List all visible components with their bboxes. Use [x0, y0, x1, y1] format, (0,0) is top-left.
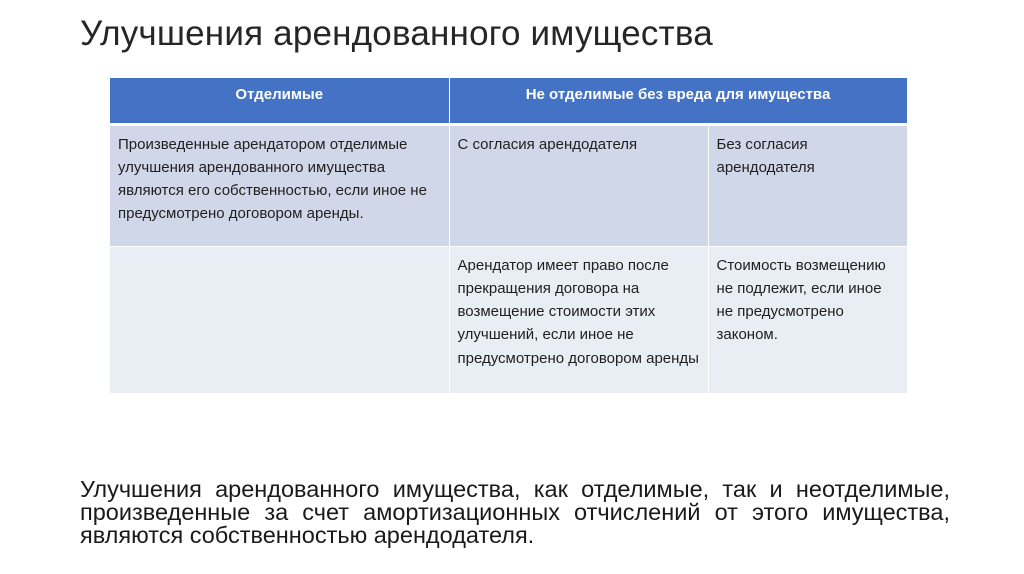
header-separable: Отделимые: [110, 78, 449, 124]
header-inseparable: Не отделимые без вреда для имущества: [449, 78, 907, 124]
slide-title: Улучшения арендованного имущества: [80, 14, 713, 53]
cell-separable: Произведенные арендатором отделимые улучшения арендованного имущества являются его собственностью, если иное не предусмотрено договором аренды.: [110, 124, 449, 246]
summary-paragraph: Улучшения арендованного имущества, как отделимые, так и неотделимые, произведенные за счет амортизационных отчислений от этого имущества, являются собственностью арендодателя.: [80, 476, 950, 548]
table-row: [110, 124, 907, 246]
cell-separable: [110, 246, 449, 393]
table-row: [110, 246, 907, 393]
table-header-row: [110, 78, 907, 124]
cell-with-consent: Арендатор имеет право после прекращения договора на возмещение стоимости этих улучшений, если иное не предусмотрено договором аренды: [449, 246, 708, 393]
cell-without-consent: Без согласия арендодателя: [708, 124, 907, 246]
cell-without-consent: Стоимость возмещению не подлежит, если иное не предусмотрено законом.: [708, 246, 907, 393]
cell-with-consent: С согласия арендодателя: [449, 124, 708, 246]
improvements-table: [110, 78, 908, 394]
